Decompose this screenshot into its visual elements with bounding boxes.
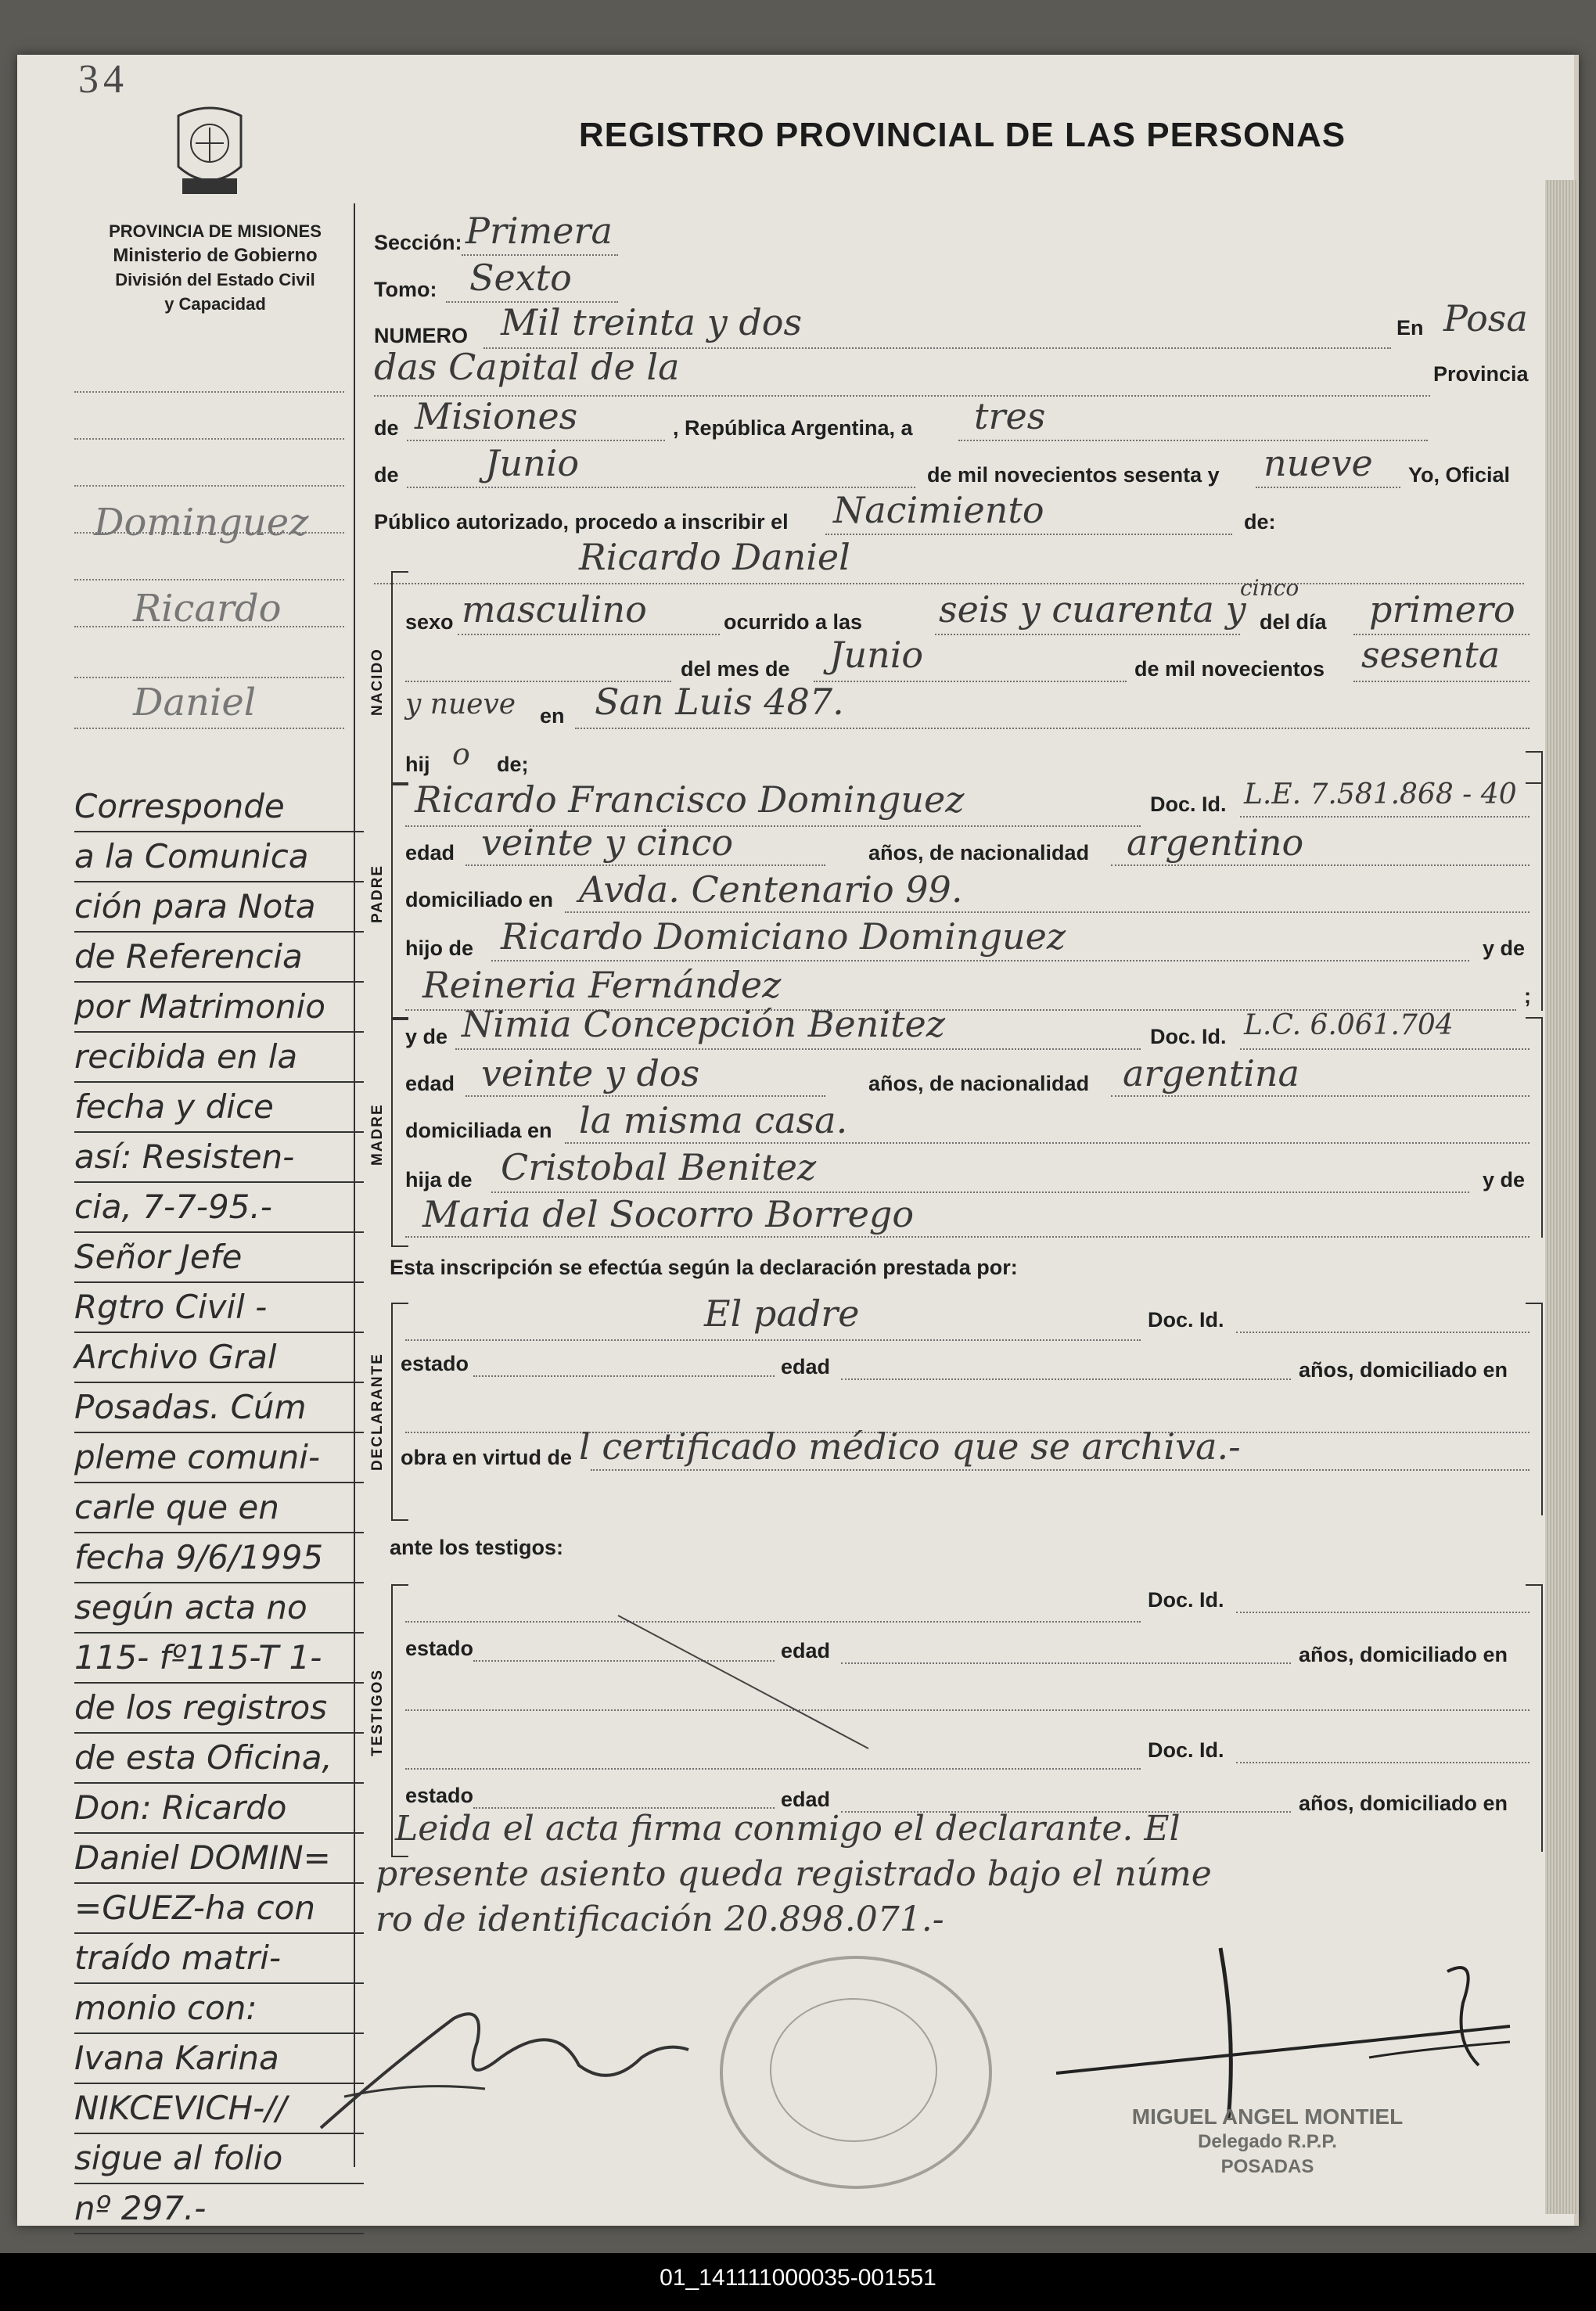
provincia-label: Provincia: [1433, 362, 1529, 386]
testigo1-domic-line: [405, 1709, 1530, 1711]
numero-label: NUMERO: [374, 324, 468, 347]
dia-nac-value: primero: [1369, 588, 1515, 631]
madre-edad: veinte y dos: [481, 1052, 700, 1094]
seccion-label: Sección:: [374, 231, 462, 254]
margin-line: [74, 579, 344, 580]
nombre-line: [374, 583, 1524, 584]
note-line: Daniel DOMIN=: [74, 1834, 364, 1884]
padre-doc-value: L.E. 7.581.868 - 40: [1244, 778, 1517, 810]
note-line: recibida en la: [74, 1033, 364, 1083]
dia-value: tres: [974, 395, 1046, 437]
note-line: NIKCEVICH-//: [74, 2084, 364, 2134]
note-line: Corresponde: [74, 782, 364, 832]
testigo1-estado-label: estado: [405, 1637, 474, 1660]
declarante-doc-label: Doc. Id.: [1148, 1308, 1224, 1332]
de-colon-label: de:: [1244, 510, 1276, 534]
madre-y-de-label: y de: [405, 1025, 448, 1048]
strike-through-mark: [610, 1612, 876, 1752]
padre-domic-line: [565, 911, 1530, 913]
declarant-signature: [297, 1971, 704, 2151]
note-line: pleme comuni-: [74, 1433, 364, 1483]
note-line: sigue al folio: [74, 2134, 364, 2184]
madre-nacionalidad: argentina: [1123, 1052, 1299, 1094]
nombre-inscripto: Ricardo Daniel: [579, 536, 850, 578]
note-line: a la Comunica: [74, 832, 364, 882]
testigo2-doc-label: Doc. Id.: [1148, 1738, 1224, 1762]
seccion-value: Primera: [466, 210, 613, 252]
hij-label: hij: [405, 753, 430, 776]
semicolon: ;: [1524, 984, 1531, 1008]
margin-surname: Dominguez: [94, 501, 309, 545]
official-stamp: [720, 1956, 992, 2189]
tomo-label: Tomo:: [374, 278, 437, 301]
ministry-name: Ministerio de Gobierno: [113, 245, 318, 266]
declarante-estado-line: [473, 1375, 775, 1377]
padre-domicilio: Avda. Centenario 99.: [579, 868, 963, 911]
margin-line: [74, 677, 344, 678]
publico-label: Público autorizado, procedo a inscribir el: [374, 510, 789, 534]
mes-nac-line: [814, 681, 1127, 682]
note-line: Archivo Gral: [74, 1333, 364, 1383]
note-line: Don: Ricardo: [74, 1784, 364, 1834]
testigo2-estado-label: estado: [405, 1784, 474, 1807]
testigo1-edad-label: edad: [781, 1639, 831, 1662]
en-label: En: [1396, 316, 1424, 340]
madre-nombre: Nimia Concepción Benitez: [462, 1003, 946, 1045]
madre-edad-label: edad: [405, 1072, 455, 1095]
note-line: =GUEZ-ha con: [74, 1884, 364, 1934]
madre-bracket-right: [1526, 1017, 1543, 1238]
note-line: Posadas. Cúm: [74, 1383, 364, 1433]
madre-nac-label: años, de nacionalidad: [868, 1072, 1090, 1095]
declarante-section-label: DECLARANTE: [369, 1353, 386, 1471]
note-line: monio con:: [74, 1984, 364, 2034]
testigos-intro: ante los testigos:: [390, 1536, 564, 1559]
province-name: PROVINCIA DE MISIONES: [109, 221, 322, 241]
madre-doc-line: [1240, 1048, 1530, 1050]
padre-nac-label: años, de nacionalidad: [868, 841, 1090, 864]
note-line: fecha 9/6/1995: [74, 1533, 364, 1583]
note-line: Señor Jefe: [74, 1233, 364, 1283]
del-mes-label: del mes de: [681, 657, 790, 681]
sexo-value: masculino: [462, 588, 647, 631]
en-value: Posa: [1443, 297, 1528, 340]
provincia-value: Misiones: [415, 395, 578, 437]
madre-section-label: MADRE: [369, 1103, 386, 1166]
numero-value: Mil treinta y dos: [501, 301, 803, 343]
image-identifier: 01_141111000035-001551: [660, 2265, 936, 2291]
testigo2-nombre-line: [405, 1768, 1141, 1770]
declarante-nombre: El padre: [704, 1292, 860, 1335]
padre-section-label: PADRE: [369, 864, 386, 923]
provincia-line: [407, 440, 665, 441]
hora-superscript: cinco: [1240, 575, 1299, 601]
document-title: REGISTRO PROVINCIAL DE LAS PERSONAS: [578, 116, 1346, 154]
obra-line: [591, 1469, 1530, 1471]
mes-value: Junio: [485, 442, 580, 484]
issuer-block: [70, 219, 360, 316]
madre-doc-value: L.C. 6.061.704: [1244, 1009, 1454, 1041]
note-line: 115- fº115-T 1-: [74, 1634, 364, 1684]
lugar-value: San Luis 487.: [595, 681, 844, 723]
tomo-value: Sexto: [469, 257, 572, 299]
testigos-bracket-right: [1526, 1584, 1543, 1852]
closing-line-3: ro de identificación 20.898.071.-: [376, 1899, 944, 1939]
padre-bracket-right: [1526, 782, 1543, 1011]
abuela-paterna: Reineria Fernández: [422, 964, 782, 1006]
testigo2-doc-line: [1236, 1762, 1530, 1763]
anio-line: [1256, 487, 1400, 488]
madre-nombre-line: [455, 1048, 1141, 1050]
ciudad-value: das Capital de la: [374, 346, 680, 388]
mes-line: [407, 487, 915, 488]
padre-edad-line: [466, 864, 825, 866]
testigo1-edad-line: [841, 1662, 1291, 1664]
acto-value: Nacimiento: [833, 489, 1044, 531]
division-name: División del Estado Civil: [115, 270, 315, 289]
closing-line-2: presente asiento queda registrado bajo el núme: [376, 1854, 1212, 1894]
padre-nacionalidad: argentino: [1127, 821, 1304, 864]
note-line: de esta Oficina,: [74, 1734, 364, 1784]
madre-y-de-label-2: y de: [1483, 1168, 1526, 1191]
declaracion-intro: Esta inscripción se efectúa según la declaración prestada por:: [390, 1256, 1018, 1279]
margin-line: [74, 728, 344, 729]
abuela-materna-line: [405, 1236, 1530, 1238]
margin-second-name: Daniel: [133, 681, 257, 724]
page-edge: [1545, 180, 1576, 2214]
margin-line: [74, 438, 344, 440]
nacido-bracket-right: [1526, 751, 1543, 784]
testigo2-edad-label: edad: [781, 1788, 831, 1811]
anio-nac-line: [1353, 681, 1530, 682]
hora-value: seis y cuarenta y: [939, 588, 1246, 631]
padre-domic-label: domiciliado en: [405, 888, 554, 911]
hij-suffix: o: [452, 737, 470, 771]
seccion-line: [462, 254, 618, 256]
note-line: nº 297.-: [74, 2184, 364, 2234]
note-line: de Referencia: [74, 933, 364, 983]
dia-line: [958, 440, 1428, 441]
note-line: Ivana Karina: [74, 2034, 364, 2084]
note-line: carle que en: [74, 1483, 364, 1533]
declarante-nombre-line: [405, 1339, 1141, 1341]
oficial-label: Yo, Oficial: [1408, 463, 1511, 487]
note-line: de los registros: [74, 1684, 364, 1734]
testigo1-doc-line: [1236, 1612, 1530, 1613]
madre-domic-label: domiciliada en: [405, 1119, 552, 1142]
abuelo-materno: Cristobal Benitez: [501, 1146, 817, 1188]
obra-label: obra en virtud de: [401, 1446, 573, 1469]
note-line: traído matri-: [74, 1934, 364, 1984]
note-line: cia, 7-7-95.-: [74, 1183, 364, 1233]
acto-line: [825, 534, 1232, 535]
de-label: de: [374, 416, 399, 440]
testigos-section-label: TESTIGOS: [369, 1668, 386, 1756]
closing-line-1: Leida el acta firma conmigo el declarante. El: [395, 1809, 1181, 1849]
madre-edad-line: [466, 1095, 825, 1097]
madre-nac-line: [1111, 1095, 1530, 1097]
declarante-bracket: [391, 1303, 408, 1521]
declarante-edad-line: [841, 1378, 1291, 1380]
testigo2-domic-label: años, domiciliado en: [1299, 1792, 1508, 1815]
note-line: ción para Nota: [74, 882, 364, 933]
declarante-doc-line: [1236, 1332, 1530, 1333]
declarante-bracket-right: [1526, 1303, 1543, 1515]
padre-hijo-label: hijo de: [405, 936, 473, 960]
padre-nombre: Ricardo Francisco Dominguez: [415, 778, 965, 821]
signatory-city: POSADAS: [1220, 2156, 1314, 2177]
margin-line: [74, 485, 344, 487]
note-line: Rgtro Civil -: [74, 1283, 364, 1333]
signatory-name: MIGUEL ANGEL MONTIEL: [1131, 2104, 1404, 2129]
note-line: según acta no: [74, 1583, 364, 1634]
padre-doc-label: Doc. Id.: [1150, 792, 1227, 816]
lugar-line: [575, 728, 1530, 729]
coat-of-arms-icon: [163, 100, 257, 206]
signatory-stamp: [1103, 2104, 1432, 2180]
hora-line: [935, 634, 1240, 635]
abuela-materna: Maria del Socorro Borrego: [422, 1193, 915, 1235]
declarante-domic-label: años, domiciliado en: [1299, 1358, 1508, 1382]
madre-hija-label: hija de: [405, 1168, 473, 1191]
folio-number: 34: [78, 57, 128, 102]
declarante-estado-label: estado: [401, 1352, 469, 1375]
testigo1-domic-label: años, domiciliado en: [1299, 1643, 1508, 1666]
mes-nac-value: Junio: [829, 634, 924, 676]
sexo-line: [458, 634, 720, 635]
stamp-inner-ring: [770, 1998, 937, 2142]
anio-nac-value: sesenta: [1361, 634, 1501, 676]
capacity-label: y Capacidad: [164, 294, 266, 314]
del-dia-label: del día: [1260, 610, 1327, 634]
note-line: así: Resisten-: [74, 1133, 364, 1183]
signatory-role: Delegado R.P.P.: [1198, 2131, 1337, 2152]
de-label-2: de: [374, 463, 399, 487]
note-line: fecha y dice: [74, 1083, 364, 1133]
de-hij-label: de;: [497, 753, 529, 776]
padre-y-de-label: y de: [1483, 936, 1526, 960]
padre-hijo-line: [491, 960, 1469, 961]
en-nac-label: en: [540, 704, 565, 728]
nacido-section-label: NACIDO: [369, 648, 386, 716]
obra-value: l certificado médico que se archiva.-: [579, 1425, 1241, 1468]
official-signature: [1041, 1940, 1541, 2128]
abuelo-paterno: Ricardo Domiciano Dominguez: [501, 915, 1066, 958]
margin-first-name: Ricardo: [133, 587, 282, 631]
margin-line: [74, 391, 344, 393]
novecientos-label: de mil novecientos sesenta y: [927, 463, 1220, 487]
sexo-label: sexo: [405, 610, 454, 634]
declarante-edad-label: edad: [781, 1355, 831, 1378]
padre-nac-line: [1111, 864, 1530, 866]
madre-domicilio: la misma casa.: [579, 1099, 848, 1141]
padre-edad: veinte y cinco: [481, 821, 734, 864]
madre-domic-line: [565, 1142, 1530, 1144]
republica-label: , República Argentina, a: [673, 416, 913, 440]
padre-doc-line: [1240, 816, 1530, 818]
padre-edad-label: edad: [405, 841, 455, 864]
ocurrido-label: ocurrido a las: [724, 610, 863, 634]
anio-nac-value-2: y nueve: [405, 688, 516, 721]
novecientos-nac-label: de mil novecientos: [1134, 657, 1325, 681]
madre-doc-label: Doc. Id.: [1150, 1025, 1227, 1048]
testigo1-doc-label: Doc. Id.: [1148, 1588, 1224, 1612]
anio-value: nueve: [1264, 442, 1373, 484]
note-line: por Matrimonio: [74, 983, 364, 1033]
